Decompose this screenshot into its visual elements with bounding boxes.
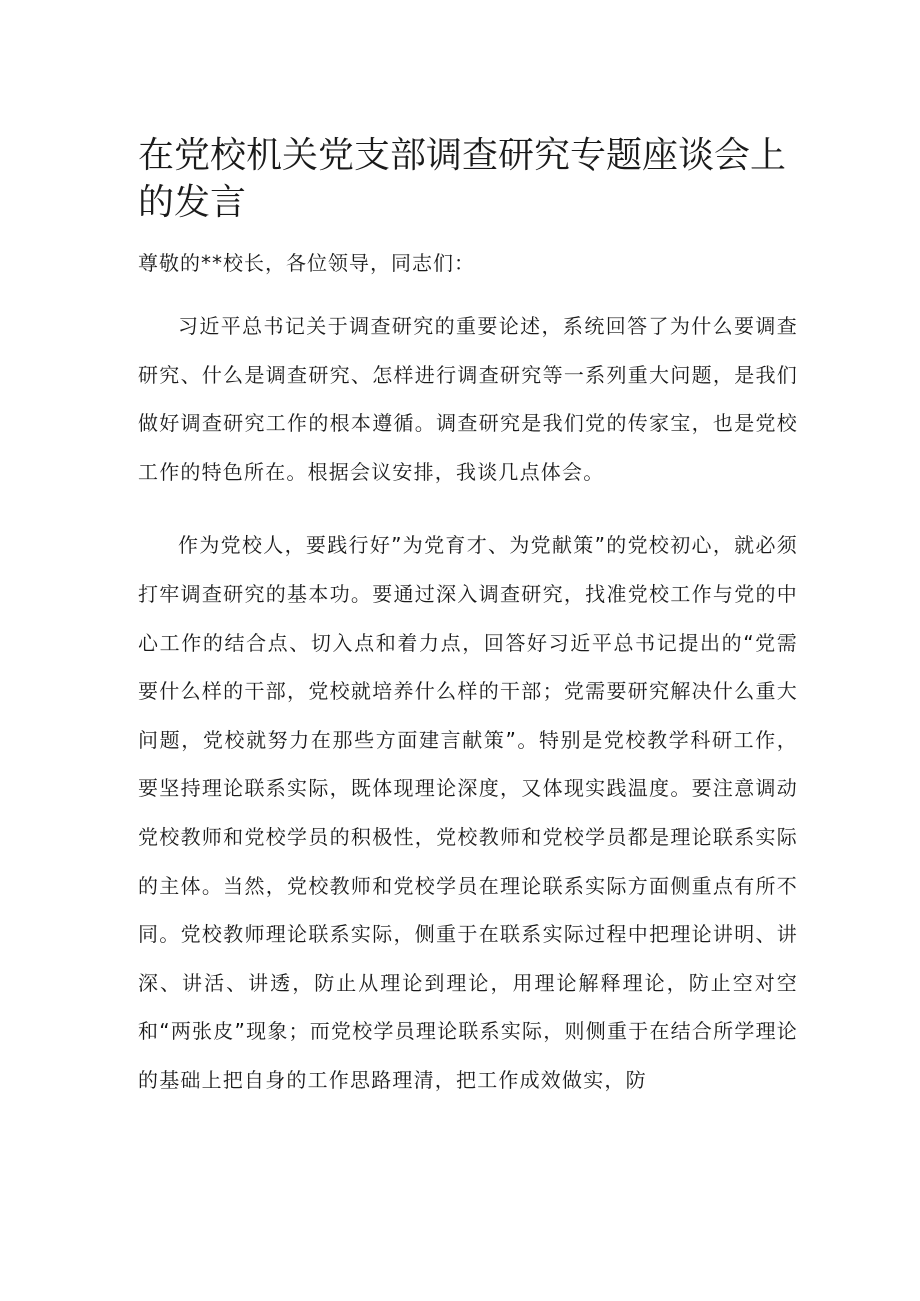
greeting-line: 尊敬的**校长，各位领导，同志们： [138, 251, 475, 275]
body-paragraph-1: 习近平总书记关于调查研究的重要论述，系统回答了为什么要调查研究、什么是调查研究、怎样进行调查研究等一系列重大问题，是我们做好调查研究工作的根本遵循。调查研究是我们党的传家宝，也是党校工作的特色所在。根据会议安排，我谈几点体会。 [138, 314, 798, 484]
document-page [138, 132, 798, 1105]
document-title: 在党校机关党支部调查研究专题座谈会上的发言 [138, 135, 787, 223]
body-paragraph-2: 作为党校人，要践行好”为党育才、为党献策”的党校初心，就必须打牢调查研究的基本功。要通过深入调查研究，找准党校工作与党的中心工作的结合点、切入点和着力点，回答好习近平总书记提出的“党需要什么样的干部，党校就培养什么样的干部；党需要研究解决什么重大问题，党校就努力在那些方面建言献策”。特别是党校教学科研工作，要坚持理论联系实际，既体现理论深度，又体现实践温度。要注意调动党校教师和党校学员的积极性，党校教师和党校学员都是理论联系实际的主体。当然，党校教师和党校学员在理论联系实际方面侧重点有所不同。党校教师理论联系实际，侧重于在联系实际过程中把理论讲明、讲深、讲活、讲透，防止从理论到理论，用理论解释理论，防止空对空和“两张皮”现象；而党校学员理论联系实际，则侧重于在结合所学理论的基础上把自身的工作思路理清，把工作成效做实，防 [138, 533, 798, 1092]
